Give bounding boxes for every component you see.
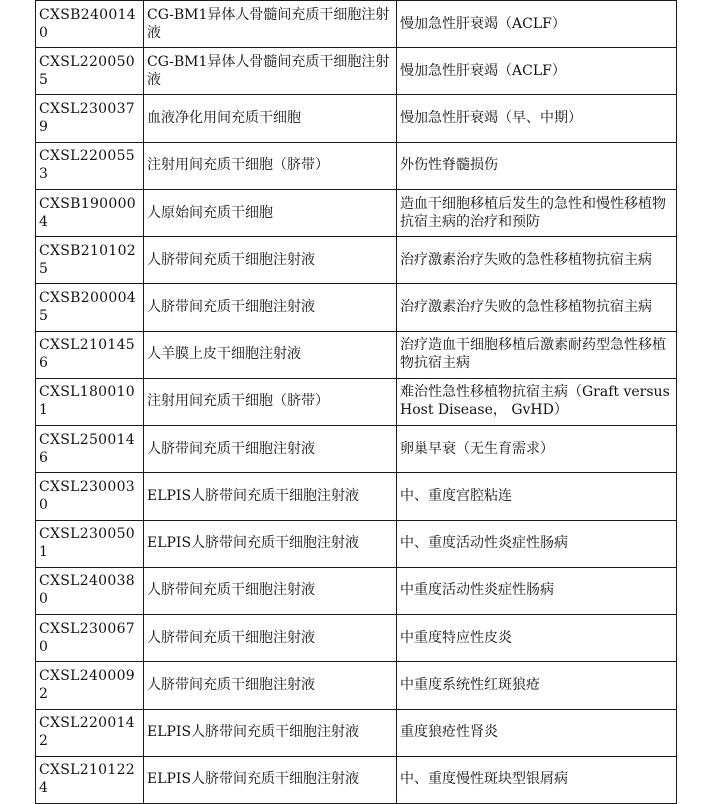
indication-cell: 慢加急性肝衰竭（ACLF） [397,1,677,48]
acceptance-number-cell: CXSB2101025 [36,237,144,284]
table-row [36,426,677,473]
indication-cell: 治疗激素治疗失败的急性移植物抗宿主病 [397,284,677,331]
indication-cell: 治疗造血干细胞移植后激素耐药型急性移植物抗宿主病 [397,331,677,378]
product-name-cell: 人脐带间充质干细胞注射液 [144,237,397,284]
acceptance-number-cell: CXSL1800101 [36,378,144,425]
acceptance-number-cell: CXSL2500146 [36,426,144,473]
acceptance-number-cell: CXSL2300379 [36,95,144,142]
product-name-cell: 人脐带间充质干细胞注射液 [144,662,397,709]
product-name-cell: ELPIS人脐带间充质干细胞注射液 [144,473,397,520]
product-name-cell: 人原始间充质干细胞 [144,189,397,236]
product-name-cell: ELPIS人脐带间充质干细胞注射液 [144,709,397,756]
table-row [36,189,677,236]
acceptance-number-cell: CXSL2400092 [36,662,144,709]
indication-cell: 慢加急性肝衰竭（早、中期） [397,95,677,142]
product-name-cell: 人脐带间充质干细胞注射液 [144,284,397,331]
acceptance-number-cell: CXSL2400380 [36,567,144,614]
table-row [36,95,677,142]
acceptance-number-cell: CXSL2200553 [36,142,144,189]
acceptance-number-cell: CXSL2300670 [36,615,144,662]
table-row [36,662,677,709]
table-row [36,237,677,284]
indication-cell: 治疗激素治疗失败的急性移植物抗宿主病 [397,237,677,284]
product-name-cell: 注射用间充质干细胞（脐带） [144,378,397,425]
table-row [36,48,677,95]
product-name-cell: 人脐带间充质干细胞注射液 [144,615,397,662]
acceptance-number-cell: CXSL2300030 [36,473,144,520]
acceptance-number-cell: CXSB2000045 [36,284,144,331]
acceptance-number-cell: CXSL2200505 [36,48,144,95]
product-name-cell: ELPIS人脐带间充质干细胞注射液 [144,756,397,803]
indication-cell: 慢加急性肝衰竭（ACLF） [397,48,677,95]
indication-cell: 中重度特应性皮炎 [397,615,677,662]
indication-cell: 外伤性脊髓损伤 [397,142,677,189]
table-row [36,709,677,756]
acceptance-number-cell: CXSL2200142 [36,709,144,756]
table-row [36,567,677,614]
acceptance-number-cell: CXSL2101224 [36,756,144,803]
product-name-cell: 血液净化用间充质干细胞 [144,95,397,142]
table-row [36,284,677,331]
acceptance-number-cell: CXSL2300501 [36,520,144,567]
drug-registration-table [35,0,677,804]
table-row [36,473,677,520]
table-row [36,756,677,803]
product-name-cell: 人羊膜上皮干细胞注射液 [144,331,397,378]
indication-cell: 中重度系统性红斑狼疮 [397,662,677,709]
acceptance-number-cell: CXSB1900004 [36,189,144,236]
indication-cell: 卵巢早衰（无生育需求） [397,426,677,473]
product-name-cell: CG-BM1异体人骨髓间充质干细胞注射液 [144,1,397,48]
table-row [36,331,677,378]
indication-cell: 中、重度慢性斑块型银屑病 [397,756,677,803]
table-row [36,615,677,662]
indication-cell: 中重度活动性炎症性肠病 [397,567,677,614]
acceptance-number-cell: CXSL2101456 [36,331,144,378]
indication-cell: 中、重度活动性炎症性肠病 [397,520,677,567]
product-name-cell: 注射用间充质干细胞（脐带） [144,142,397,189]
indication-cell: 重度狼疮性肾炎 [397,709,677,756]
table-row [36,520,677,567]
product-name-cell: CG-BM1异体人骨髓间充质干细胞注射液 [144,48,397,95]
table-row [36,142,677,189]
product-name-cell: ELPIS人脐带间充质干细胞注射液 [144,520,397,567]
indication-cell: 难治性急性移植物抗宿主病（Graft versus Host Disease， GvHD） [397,378,677,425]
table-row [36,1,677,48]
indication-cell: 中、重度宫腔粘连 [397,473,677,520]
indication-cell: 造血干细胞移植后发生的急性和慢性移植物抗宿主病的治疗和预防 [397,189,677,236]
table-row [36,378,677,425]
product-name-cell: 人脐带间充质干细胞注射液 [144,426,397,473]
acceptance-number-cell: CXSB2400140 [36,1,144,48]
product-name-cell: 人脐带间充质干细胞注射液 [144,567,397,614]
